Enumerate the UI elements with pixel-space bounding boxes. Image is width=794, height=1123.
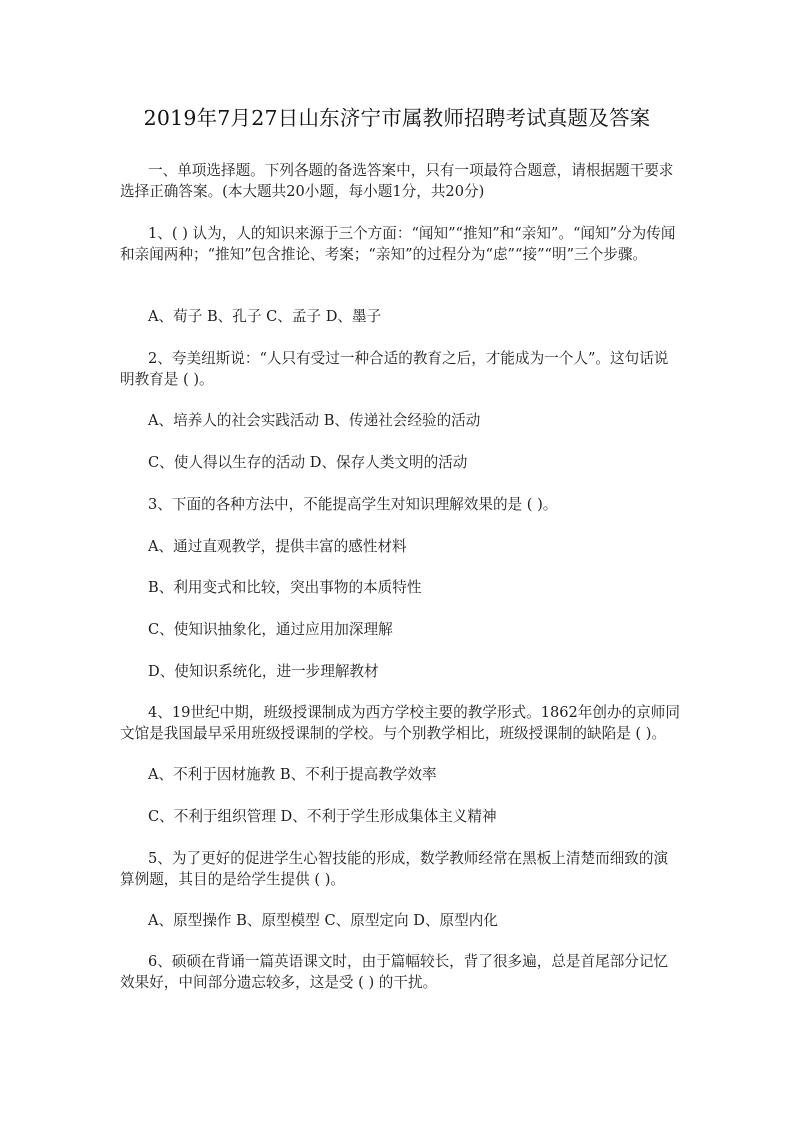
section-intro: 一、单项选择题。下列各题的备选答案中，只有一项最符合题意，请根据题干要求选择正确答案。(本大题共20小题，每小题1分，共20分) bbox=[120, 162, 674, 200]
question-5-options: A、原型操作 B、原型模型 C、原型定向 D、原型内化 bbox=[148, 912, 498, 929]
question-5-stem: 5、为了更好的促进学生心智技能的形成，数学教师经常在黑板上清楚而细致的演算例题，其目的是给学生提供 ( )。 bbox=[120, 850, 669, 888]
question-1-stem: 1、( ) 认为，人的知识来源于三个方面：“闻知”“推知”和“亲知”。“闻知”分为传闻和亲闻两种；“推知”包含推论、考案；“亲知”的过程分为“虑”“接”“明”三个步骤。 bbox=[120, 225, 676, 263]
question-2-options-cd: C、使人得以生存的活动 D、保存人类文明的活动 bbox=[148, 454, 468, 471]
question-3-option-c: C、使知识抽象化，通过应用加深理解 bbox=[148, 621, 393, 638]
question-3-option-b: B、利用变式和比较，突出事物的本质特性 bbox=[148, 579, 422, 596]
question-3-option-a: A、通过直观教学，提供丰富的感性材料 bbox=[148, 538, 407, 555]
question-3-stem: 3、下面的各种方法中，不能提高学生对知识理解效果的是 ( )。 bbox=[148, 496, 558, 513]
page-title: 2019年7月27日山东济宁市属教师招聘考试真题及答案 bbox=[143, 106, 651, 130]
question-2-options-ab: A、培养人的社会实践活动 B、传递社会经验的活动 bbox=[148, 412, 481, 429]
question-2-stem: 2、夸美纽斯说：“人只有受过一种合适的教育之后，才能成为一个人”。这句话说明教育是 ( )。 bbox=[120, 350, 669, 388]
question-1-options: A、荀子 B、孔子 C、孟子 D、墨子 bbox=[148, 308, 382, 325]
question-3-option-d: D、使知识系统化，进一步理解教材 bbox=[148, 663, 379, 680]
question-4-stem: 4、19世纪中期，班级授课制成为西方学校主要的教学形式。1862年创办的京师同文馆是我国最早采用班级授课制的学校。与个别教学相比，班级授课制的缺陷是 ( )。 bbox=[120, 704, 680, 742]
question-6-stem: 6、硕硕在背诵一篇英语课文时，由于篇幅较长，背了很多遍，总是首尾部分记忆效果好，中间部分遗忘较多，这是受 ( ) 的干扰。 bbox=[120, 953, 669, 991]
question-4-options-cd: C、不利于组织管理 D、不利于学生形成集体主义精神 bbox=[148, 808, 497, 825]
question-4-options-ab: A、不利于因材施教 B、不利于提高教学效率 bbox=[148, 766, 437, 783]
